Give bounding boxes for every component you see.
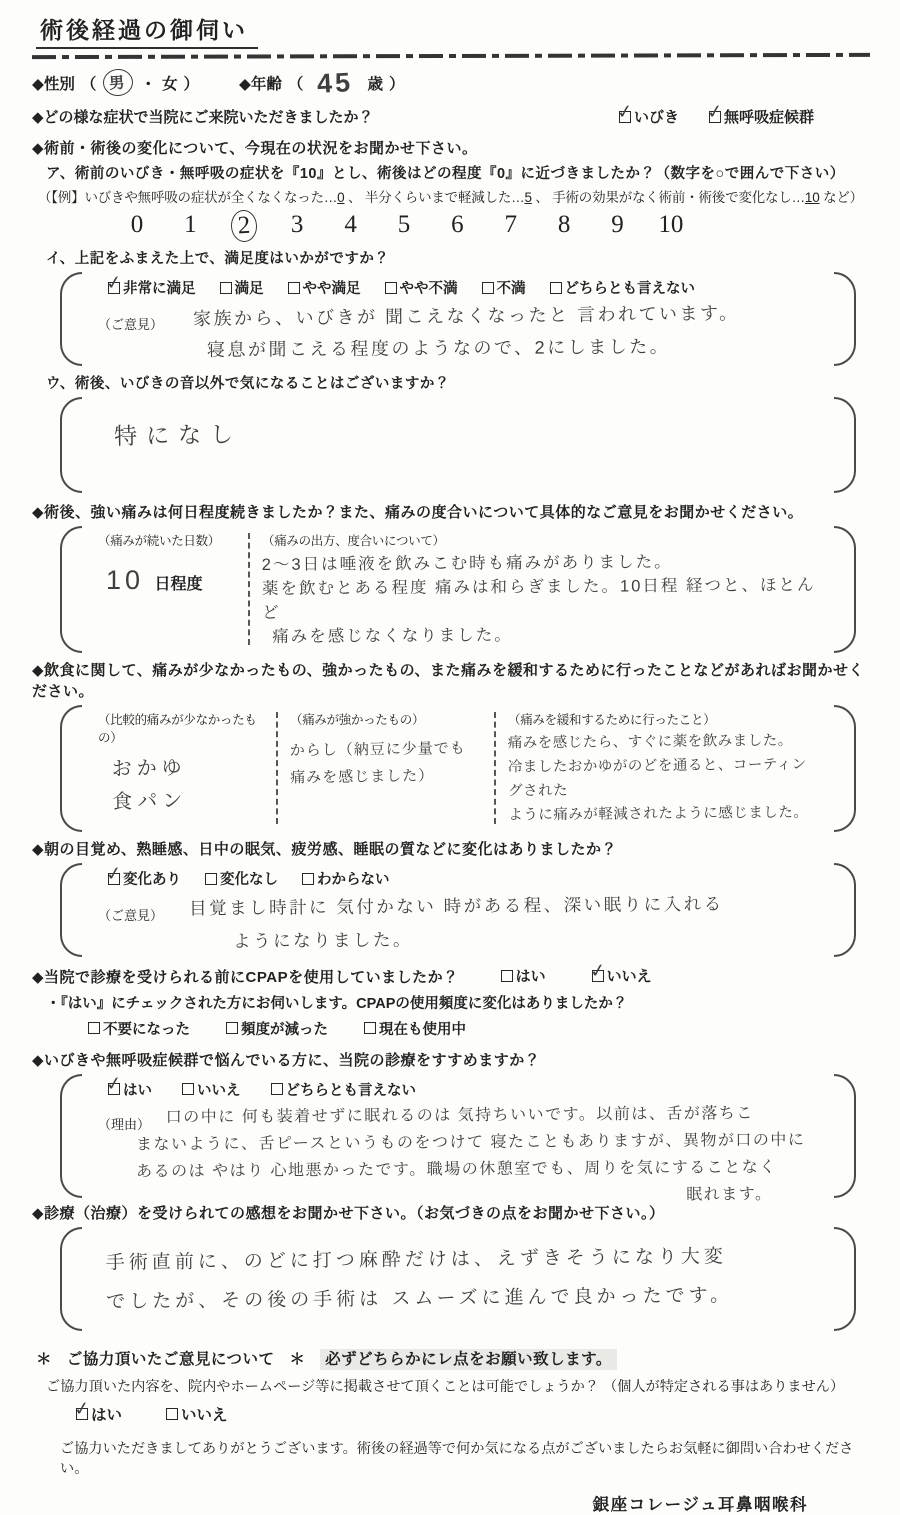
pain-heading: ◆術後、強い痛みは何日程度続きましたか？また、痛みの度合いについて具体的なご意見をお聞かせください。 — [32, 504, 804, 521]
handwritten-relief-line2: 冷ましたおかゆがのどを通ると、コーティングされた — [507, 756, 807, 800]
satisfaction-opinion — [98, 302, 820, 360]
gender-dot: ・ — [140, 75, 156, 93]
checkbox-box[interactable] — [205, 873, 217, 885]
handwritten-no-concern: 特になし — [113, 420, 243, 450]
scale-2[interactable]: 2 — [230, 209, 258, 242]
handwritten-relief-line1: 痛みを感じたら、すぐに薬を飲みました。 — [507, 732, 793, 752]
age-paren-close: ） — [389, 75, 405, 93]
checkbox-box[interactable] — [108, 1083, 120, 1095]
scale-4[interactable]: 4 — [344, 211, 357, 238]
handwritten-reason-line4: 眠れます。 — [686, 1185, 773, 1204]
checkbox-change-unknown[interactable] — [302, 868, 390, 889]
handwritten-okayu: おかゆ — [111, 757, 187, 781]
eating-col1-label: （比較的痛みが少なかったもの） — [98, 713, 257, 745]
handwritten-shokupan: 食パン — [112, 790, 188, 814]
checkbox-box[interactable] — [76, 1408, 88, 1420]
checkbox-box[interactable] — [619, 111, 631, 123]
question-satisfaction: イ、上記をふまえた上で、満足度はいかがですか？ — [46, 251, 390, 267]
handwritten-reason-line1: 口の中に 何も装着せずに眠れるのは 気持ちいいです。以前は、舌が落ちこ — [165, 1104, 754, 1126]
checkbox-label: いいえ — [606, 968, 652, 985]
checkbox-box[interactable] — [709, 111, 721, 123]
checkbox-box[interactable] — [501, 970, 513, 982]
change-heading: ◆術前・術後の変化について、今現在の状況をお聞かせ下さい。 — [32, 140, 478, 157]
gender-paren-open: （ — [80, 75, 97, 93]
eating-col-more-pain — [290, 710, 486, 826]
footer-note — [36, 1347, 874, 1369]
handwritten-pain-line1: 2〜3日は唾液を飲みこむ時も痛みがありました。 — [261, 553, 673, 574]
gender-female[interactable]: 女 — [161, 75, 178, 93]
checkbox-box[interactable] — [88, 1022, 100, 1034]
scale-1[interactable]: 1 — [184, 211, 197, 238]
clinic-name: 銀座コレージュ耳鼻咽喉科 — [592, 1495, 808, 1514]
symptom-question: ◆どの様な症状で当院にご来院いただきましたか？ — [32, 109, 374, 126]
pain-detail-column — [262, 531, 820, 647]
checkbox-label: わからない — [317, 872, 390, 888]
scale-9[interactable]: 9 — [611, 211, 624, 238]
other-concern-box — [60, 397, 856, 493]
handwritten-sleep-line2: ようになりました。 — [232, 929, 414, 952]
scale-7[interactable]: 7 — [504, 211, 517, 238]
footer-note-label: ご協力頂いたご意見について — [66, 1350, 275, 1368]
recommend-options — [108, 1079, 820, 1100]
cpap-question: ◆当院で診療を受けられる前にCPAPを使用していましたか？ — [32, 968, 459, 986]
checkbox-box[interactable] — [166, 1408, 178, 1420]
checkbox-label: どちらとも言えない — [564, 281, 695, 297]
checkbox-recommend-yes[interactable] — [108, 1079, 152, 1100]
example-num-10: 10 — [804, 190, 820, 205]
checkbox-label: 無呼吸症候群 — [723, 109, 814, 126]
age-unit: 歳 — [367, 75, 383, 93]
age-paren-open: （ — [287, 75, 304, 93]
checkbox-cpap-yes[interactable] — [501, 965, 546, 986]
checkbox-box[interactable] — [364, 1022, 376, 1034]
handwritten-pain-line3: 痛みを感じなくなりました。 — [272, 626, 513, 646]
handwritten-opinion-line2: 寝息が聞こえる程度のようなので、2にしました。 — [206, 336, 671, 360]
checkbox-box[interactable] — [226, 1022, 238, 1034]
handwritten-impression-line1: 手術直前に、のどに打つ麻酔だけは、えずきそうになり大変 — [105, 1245, 727, 1274]
footer-note-required: 必ずどちらかにレ点をお願い致します。 — [320, 1349, 617, 1370]
checkbox-dissatisfied[interactable] — [482, 277, 526, 298]
handwritten-opinion-line1: 家族から、いびきが 聞こえなくなったと 言われています。 — [192, 303, 740, 329]
eating-heading: ◆飲食に関して、痛みが少なかったもの、強かったもの、また痛みを緩和するために行ったことなどがあればお聞かせください。 — [32, 662, 865, 700]
cpap-question-row — [32, 965, 874, 987]
checkbox-label: いびき — [633, 109, 679, 126]
checkbox-label: 現在も使用中 — [379, 1021, 466, 1038]
checkbox-label: 頻度が減った — [241, 1021, 328, 1038]
checkbox-box[interactable] — [482, 282, 494, 294]
checkbox-label: いいえ — [181, 1406, 228, 1424]
recommend-heading: ◆いびきや無呼吸症候群で悩んでいる方に、当院の診療をすすめますか？ — [32, 1051, 541, 1069]
handwritten-pain-days: 10 — [106, 565, 145, 595]
column-divider — [494, 712, 496, 824]
gender-paren-close: ） — [183, 75, 199, 93]
gender-label: ◆性別 — [32, 75, 75, 93]
handwritten-reason-line2: まないように、舌ピースというものをつけて 寝たこともありますが、異物が口の中に — [135, 1131, 806, 1153]
thanks-note: ご協力いただきましてありがとうございます。術後の経過等で何か気になる点がございましたらお気軽に御問い合わせください。 — [60, 1440, 854, 1477]
checkbox-somewhat-dissatisfied[interactable] — [385, 277, 458, 298]
checkbox-somewhat-satisfied[interactable] — [288, 277, 361, 298]
checkbox-publish-no[interactable] — [166, 1403, 228, 1425]
pain-days-column — [98, 531, 240, 647]
checkbox-box[interactable] — [108, 873, 120, 885]
symptom-options — [619, 106, 814, 127]
scale-3[interactable]: 3 — [290, 211, 304, 238]
rating-scale — [124, 210, 684, 242]
pain-detail-label: （痛みの出方、度合いについて） — [262, 534, 445, 548]
checkbox-label: はい — [515, 968, 546, 985]
checkbox-publish-yes[interactable] — [76, 1403, 122, 1425]
impression-heading: ◆診療（治療）を受けられての感想をお聞かせ下さい。（お気づきの点をお聞かせ下さい。） — [32, 1204, 665, 1222]
publish-options — [76, 1403, 874, 1425]
column-divider — [276, 712, 278, 824]
handwritten-karashi-line1: からし（納豆に少量でも — [289, 739, 466, 760]
checkbox-change-yes[interactable] — [108, 868, 181, 889]
checkbox-label: 非常に満足 — [123, 281, 196, 297]
checkbox-label: やや不満 — [399, 281, 458, 297]
sleep-opinion — [98, 893, 820, 951]
checkbox-label: 不要になった — [103, 1021, 190, 1038]
scale-10[interactable]: 10 — [658, 211, 684, 238]
sleep-heading: ◆朝の目覚め、熟睡感、日中の眠気、疲労感、睡眠の質などに変化はありましたか？ — [32, 841, 617, 858]
eating-col-less-pain — [98, 710, 268, 826]
handwritten-sleep-line1: 目覚まし時計に 気付かない 時がある程、深い眠りに入れる — [188, 893, 724, 919]
checkbox-label: 変化なし — [220, 872, 278, 888]
checkbox-box[interactable] — [108, 282, 120, 294]
checkbox-label: はい — [123, 1082, 152, 1099]
handwritten-impression-line2: でしたが、その後の手術は スムーズに進んで良かったです。 — [106, 1284, 734, 1313]
checkbox-cpap-still-using[interactable] — [364, 1018, 466, 1039]
checkbox-box[interactable] — [302, 873, 314, 885]
pain-days-unit: 日程度 — [154, 576, 203, 593]
sleep-options — [108, 868, 820, 889]
checkbox-label: いいえ — [197, 1082, 241, 1099]
age-label: ◆年齢 — [239, 75, 282, 93]
satisfaction-options — [108, 277, 820, 298]
checkbox-label: 変化あり — [123, 872, 181, 888]
cpap-sub-question: ・『はい』にチェックされた方にお伺いします。CPAPの使用頻度に変化はありましたか？ — [46, 995, 628, 1012]
checkbox-very-satisfied[interactable] — [108, 277, 196, 298]
checkbox-cpap-no[interactable] — [592, 965, 652, 986]
question-scale: ア、術前のいびき・無呼吸の症状を『10』とし、術後はどの程度『0』に近づきましたか？（数字を○で囲んで下さい） — [46, 166, 845, 182]
checkbox-box[interactable] — [271, 1083, 283, 1095]
recommend-reason — [98, 1102, 820, 1204]
pain-days-label: （痛みが続いた日数） — [98, 534, 221, 548]
scale-0[interactable]: 0 — [130, 211, 144, 238]
column-divider — [248, 533, 250, 645]
checkbox-snoring[interactable] — [619, 106, 679, 127]
example-text: など） — [819, 190, 863, 205]
symptom-row — [32, 106, 874, 127]
checkbox-box[interactable] — [182, 1083, 194, 1095]
checkbox-label: 不満 — [496, 281, 526, 297]
example-text: （【例】いびきや無呼吸の症状が全くなくなった… — [38, 190, 338, 205]
gender-male-circled[interactable]: 男 — [103, 68, 135, 97]
checkbox-change-no[interactable] — [205, 868, 278, 889]
checkbox-box[interactable] — [592, 970, 604, 982]
checkbox-recommend-neither[interactable] — [271, 1079, 417, 1100]
checkbox-label: どちらとも言えない — [285, 1082, 416, 1099]
checkbox-box[interactable] — [288, 282, 300, 294]
reason-label: （理由） — [98, 1116, 151, 1132]
handwritten-relief-line3: ように痛みが軽減されたように感じました。 — [508, 804, 809, 824]
scale-6[interactable]: 6 — [451, 211, 464, 238]
asterisk: ＊ — [289, 1350, 306, 1368]
checkbox-box[interactable] — [550, 282, 562, 294]
handwritten-reason-line3: あるのは やはり 心地悪かったです。職場の休憩室でも、周りを気にすることなく — [136, 1158, 777, 1180]
example-text: 、 半分くらいまで軽減した… — [344, 190, 525, 205]
cpap-frequency-options — [88, 1018, 874, 1039]
checkbox-label: はい — [91, 1406, 123, 1424]
question-other-concern: ウ、術後、いびきの音以外で気になることはございますか？ — [46, 376, 450, 392]
opinion-label: （ご意見） — [98, 908, 164, 923]
satisfaction-box — [60, 272, 856, 366]
opinion-label: （ご意見） — [98, 317, 164, 332]
impression-box — [60, 1227, 856, 1331]
asterisk: ＊ — [36, 1350, 53, 1368]
checkbox-box[interactable] — [385, 282, 397, 294]
sleep-box — [60, 863, 856, 957]
eating-col-relief — [508, 710, 820, 826]
profile-row — [32, 67, 874, 98]
checkbox-label: やや満足 — [302, 281, 361, 297]
page-title: 術後経過の御伺い — [36, 12, 258, 49]
dash-divider — [32, 53, 870, 59]
eating-box — [60, 705, 856, 832]
scale-5[interactable]: 5 — [397, 211, 411, 238]
checkbox-neither[interactable] — [550, 277, 696, 298]
scale-example — [38, 186, 874, 206]
checkbox-recommend-no[interactable] — [182, 1079, 241, 1100]
eating-col3-label: （痛みを緩和するために行ったこと） — [508, 713, 716, 727]
checkbox-cpap-no-longer-needed[interactable] — [88, 1018, 190, 1039]
checkbox-apnea[interactable] — [709, 106, 814, 127]
checkbox-satisfied[interactable] — [220, 277, 264, 298]
publish-question: ご協力頂いた内容を、院内やホームページ等に掲載させて頂くことは可能でしょうか？ （個人が特定される事はありません） — [46, 1378, 845, 1395]
checkbox-cpap-less-frequent[interactable] — [226, 1018, 328, 1039]
handwritten-karashi-line2: 痛みを感じました） — [290, 767, 435, 787]
scale-8[interactable]: 8 — [557, 211, 571, 238]
age-handwritten-value: 45 — [316, 67, 355, 99]
example-text: 、 手術の効果がなく術前・術後で変化なし… — [531, 190, 805, 205]
pain-box — [60, 526, 856, 653]
checkbox-box[interactable] — [220, 282, 232, 294]
recommend-box — [60, 1074, 856, 1204]
example-num-0: 0 — [337, 190, 345, 205]
example-num-5: 5 — [524, 190, 532, 205]
checkbox-label: 満足 — [234, 281, 264, 297]
eating-col2-label: （痛みが強かったもの） — [290, 713, 425, 727]
handwritten-pain-line2: 薬を飲むとある程度 痛みは和らぎました。10日程 経つと、ほとんど — [261, 576, 816, 622]
